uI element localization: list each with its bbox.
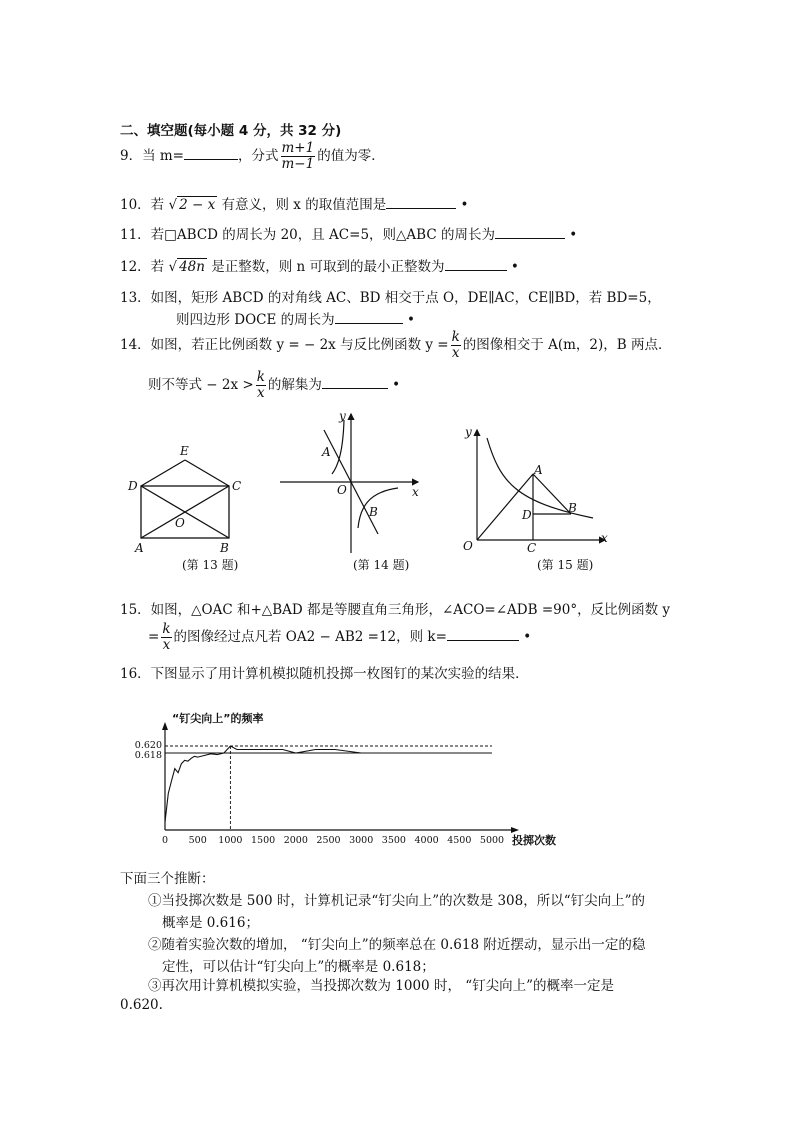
q9-answer-blank[interactable] [184, 146, 238, 160]
q14-line2-fraction [256, 370, 266, 401]
label-a: A [135, 541, 144, 555]
label-o: O [463, 539, 473, 553]
caption-14: (第 14 题) [353, 558, 410, 572]
frequency-series-line [165, 746, 492, 822]
inference-3-line1: ③再次用计算机模拟实验，当投掷次数为 1000 时， “钉尖向上”的概率一定是 [148, 978, 615, 994]
y-tick-label: 0.620 [134, 740, 162, 751]
x-tick-label: 1500 [251, 835, 276, 846]
q14-numerator: k [451, 329, 460, 345]
q11-answer-blank[interactable] [495, 225, 565, 239]
segment-de [141, 460, 185, 486]
label-y: y [339, 409, 346, 423]
sqrt-symbol: √ [168, 197, 178, 213]
chart-x-label: 投掷次数 [512, 834, 556, 847]
question-10: 10．若 √ 2 − x 有意义，则 x 的取值范围是 • [120, 197, 469, 213]
q10-suffix: 有意义，则 x 的取值范围是 [221, 197, 387, 213]
q9-prefix: 9．当 m= [120, 148, 184, 164]
q14-line2-suffix: 的解集为 [267, 377, 322, 393]
x-tick-label: 2000 [283, 835, 308, 846]
frequency-chart [130, 708, 580, 858]
q9-denominator: m−1 [281, 156, 315, 172]
sqrt-symbol: √ [168, 259, 178, 275]
q14-denominator: x [451, 345, 460, 361]
label-d: D [128, 479, 138, 493]
question-14-line2: 则不等式 − 2x > $\frac{k}{x}$ 的解集为 • [148, 369, 401, 401]
q11-text: 11．若□ABCD 的周长为 20，且 AC=5，则△ABC 的周长为 [120, 227, 495, 243]
q15-line2-suffix: 的图像经过点凡若 OA2 − AB2 =12，则 k= [173, 629, 447, 645]
inference-3-line2: 0.620. [120, 997, 163, 1013]
question-15-line2: = $\frac{k}{x}$ 的图像经过点凡若 OA2 − AB2 =12，则 k= • [148, 621, 532, 653]
label-a: A [534, 463, 543, 477]
question-9 [120, 141, 385, 172]
q12-suffix: 是正整数，则 n 可取到的最小正整数为 [211, 259, 445, 275]
q14-line2-prefix: 则不等式 − 2x > [148, 377, 254, 393]
q15-fraction [161, 622, 171, 653]
hyperbola-branch-lower [358, 488, 398, 528]
inference-heading: 下面三个推断： [120, 871, 215, 887]
chart-title: “钉尖向上”的频率 [172, 712, 264, 725]
question-13-line1: 13．如图，矩形 ABCD 的对角线 AC、BD 相交于点 O，DE∥AC，CE∥BD，若 BD=5， [120, 290, 661, 306]
label-y: y [465, 425, 472, 439]
label-b: B [369, 505, 378, 519]
q14-suffix: 的图像相交于 A(m，2)，B 两点． [462, 337, 672, 353]
q12-radicand: 48n [179, 259, 205, 275]
question-13-line2: 则四边形 DOCE 的周长为 • [176, 312, 415, 328]
question-16: 16．下图显示了用计算机模拟随机投掷一枚图钉的某次实验的结果． [120, 666, 529, 682]
inference-2-line2: 定性，可以估计“钉尖向上”的概率是 0.618； [162, 959, 435, 975]
label-e: E [180, 444, 189, 458]
x-axis-arrow [511, 827, 519, 833]
q15-numerator: k [162, 621, 171, 637]
caption-15: (第 15 题) [537, 558, 594, 572]
segment-ab [533, 474, 571, 514]
question-11: 11．若□ABCD 的周长为 20，且 AC=5，则△ABC 的周长为 • [120, 227, 578, 243]
label-b: B [568, 501, 577, 515]
label-d: D [522, 508, 532, 522]
question-14-line1 [120, 330, 671, 361]
q12-prefix: 12．若 [120, 259, 165, 275]
x-tick-label: 500 [188, 835, 207, 846]
q15-equals: = [148, 629, 160, 645]
figure-14 [278, 408, 428, 556]
label-x: x [412, 485, 419, 499]
question-15-line1: 15．如图，△OAC 和+△BAD 都是等腰直角三角形，∠ACO=∠ADB =90°，反比例函数 y [120, 602, 670, 618]
q15-denominator: x [162, 637, 171, 653]
q13-line2-text: 则四边形 DOCE 的周长为 [176, 312, 335, 328]
q14-line2-numerator: k [256, 369, 265, 385]
q12-answer-blank[interactable] [445, 257, 507, 271]
q9-suffix: 的值为零． [317, 148, 385, 164]
section-title: 二、填空题(每小题 4 分，共 32 分) [120, 123, 342, 139]
q10-prefix: 10．若 [120, 197, 165, 213]
x-tick-label: 3000 [349, 835, 374, 846]
x-tick-label: 4500 [447, 835, 472, 846]
q14-line2-denominator: x [256, 385, 265, 401]
caption-13: (第 13 题) [182, 558, 239, 572]
inference-2-line1: ②随着实验次数的增加， “钉尖向上”的频率总在 0.618 附近摆动，显示出一定的稳 [148, 937, 646, 953]
q10-radicand: 2 − x [179, 197, 216, 213]
q13-answer-blank[interactable] [335, 310, 403, 324]
y-tick-label: 0.618 [134, 750, 162, 761]
x-tick-label: 5000 [479, 835, 505, 846]
label-c: C [232, 479, 242, 493]
label-o: O [175, 516, 185, 530]
y-axis-arrow [162, 722, 168, 730]
question-12: 12．若 √ 48n 是正整数，则 n 可取到的最小正整数为 • [120, 259, 519, 275]
x-tick-label: 2500 [316, 835, 341, 846]
x-tick-label: 0 [161, 835, 169, 846]
q9-numerator: m+1 [281, 140, 315, 156]
segment-ce [185, 460, 229, 486]
inference-1-line2: 概率是 0.616； [162, 915, 259, 931]
label-x: x [601, 531, 608, 545]
figure-15 [455, 422, 615, 554]
inference-1-line1: ①当投掷次数是 500 时，计算机记录“钉尖向上”的次数是 308，所以“钉尖向上”的 [148, 893, 646, 909]
label-o: O [337, 483, 347, 497]
q14-answer-blank[interactable] [322, 375, 388, 389]
q10-answer-blank[interactable] [386, 195, 456, 209]
q15-answer-blank[interactable] [447, 627, 519, 641]
q14-prefix: 14．如图，若正比例函数 y = − 2x 与反比例函数 y = [120, 337, 449, 353]
x-tick-label: 3500 [381, 835, 406, 846]
hyperbola [487, 438, 593, 518]
label-a: A [322, 445, 331, 459]
label-c: C [527, 541, 537, 554]
q9-mid: ，分式 [238, 148, 279, 164]
x-tick-label: 4000 [414, 835, 439, 846]
x-tick-label: 1000 [218, 835, 243, 846]
segment-oa [477, 474, 533, 540]
q9-fraction [281, 141, 316, 172]
figure-13 [125, 440, 255, 555]
label-b: B [220, 541, 229, 555]
q14-fraction [451, 330, 461, 361]
